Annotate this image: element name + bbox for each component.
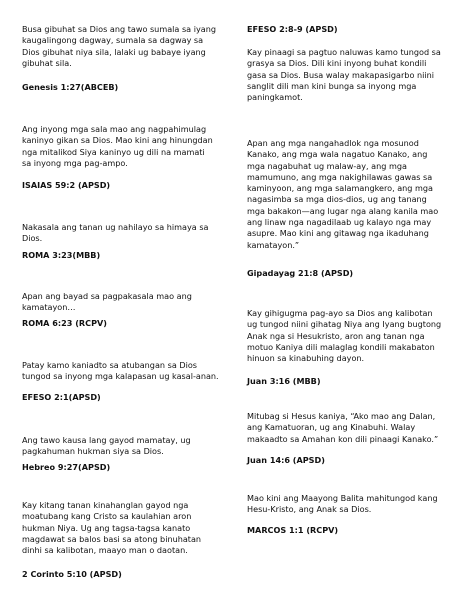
verse-reference: ROMA 6:23 (RCPV) — [22, 318, 107, 328]
verse-text: Ang tawo kausa lang gayod mamatay, ug pagkahuman hukman siya sa Dios. — [22, 435, 191, 457]
verse-reference: 2 Corinto 5:10 (APSD) — [22, 569, 122, 579]
verse-reference: ISAIAS 59:2 (APSD) — [22, 180, 111, 190]
verse-text: Apan ang bayad sa pagpakasala mao ang kamatayon… — [22, 291, 192, 313]
passage-genesis — [22, 24, 244, 92]
verse-reference: EFESO 2:8-9 (APSD) — [247, 24, 338, 34]
verse-text: Apan ang mga nangahadlok nga mosunod Kanako, ang mga wala nagatuo Kanako, ang mga nagabuhat ug malaw-ay, ang mga mamumuno, ang mga nakighilawas gawas sa kaminyoon, ang mga salamangkero, ang mga nagasimba sa mga dios-dios, ug ang tanang mga bakakon—ang lugar nga alang kanila mao ang linaw nga nagadilaab ug kalayo nga may asupre. Mao kini ang gitawag nga ikaduhang kamatayon.” — [247, 138, 439, 250]
passage-efeso-2-8-9 — [247, 24, 469, 103]
verse-text: Patay kamo kaniadto sa atubangan sa Dios tungod sa inyong mga kalapasan ug kasal-anan. — [22, 360, 219, 382]
verse-text: Mao kini ang Maayong Balita mahitungod kang Hesu-Kristo, ang Anak sa Dios. — [247, 493, 438, 515]
passage-juan-3-16 — [247, 308, 469, 386]
passage-isaias — [22, 124, 244, 190]
verse-text: Kay gihigugma pag-ayo sa Dios ang kalibotan ug tungod niini gihatag Niya ang Iyang bugtong Anak nga si Hesukristo, aron ang tanan nga motuo Kaniya dili malaglag kondili makabaton hinuon sa kinabuhing dayon. — [247, 308, 442, 364]
passage-efeso-2-1 — [22, 360, 244, 402]
verse-reference: Juan 3:16 (MBB) — [247, 376, 321, 386]
verse-reference: Hebreo 9:27(APSD) — [22, 462, 111, 472]
passage-hebreo — [22, 435, 244, 472]
passage-gipadayag — [247, 138, 469, 278]
verse-reference: Gipadayag 21:8 (APSD) — [247, 268, 354, 278]
verse-reference: MARCOS 1:1 (RCPV) — [247, 525, 339, 535]
verse-text: Nakasala ang tanan ug nahilayo sa himaya sa Dios. — [22, 222, 209, 244]
verse-reference: Genesis 1:27(ABCEB) — [22, 82, 119, 92]
verse-text: Kay kitang tanan kinahanglan gayod nga moatubang kang Cristo sa kaulahian aron hukman Niya. Ug ang tagsa-tagsa kanato magdawat sa balos basi sa atong binuhatan dinhi sa kalibotan, maayo man o daotan. — [22, 500, 202, 556]
passage-2-corinto — [22, 500, 244, 579]
verse-text: Busa gibuhat sa Dios ang tawo sumala sa iyang kaugalingong dagway, sumala sa dagway sa Dios gibuhat niya sila, lalaki ug babaye iyang gibuhat sila. — [22, 24, 216, 68]
passage-marcos — [247, 493, 469, 535]
verse-reference: EFESO 2:1(APSD) — [22, 392, 101, 402]
verse-text: Mitubag si Hesus kaniya, “Ako mao ang Dalan, ang Kamatuoran, ug ang Kinabuhi. Walay makaadto sa Amahan kon dili pinaagi Kanako.” — [247, 411, 439, 444]
passage-juan-14-6 — [247, 411, 469, 465]
passage-roma-3-23 — [22, 222, 244, 260]
verse-text: Ang inyong mga sala mao ang nagpahimulag kaninyo gikan sa Dios. Mao kini ang hinungdan nga mitalikod Siya kaninyo ug dili na mamati sa inyong mga pag-ampo. — [22, 124, 213, 168]
verse-text: Kay pinaagi sa pagtuo naluwas kamo tungod sa grasya sa Dios. Dili kini inyong buhat kondili gasa sa Dios. Busa walay makapasigarbo niini sanglit dili man kini bunga sa inyong mga paningkamot. — [247, 47, 441, 103]
passage-roma-6-23 — [22, 291, 244, 328]
verse-reference: Juan 14:6 (APSD) — [247, 455, 325, 465]
verse-reference: ROMA 3:23(MBB) — [22, 250, 101, 260]
